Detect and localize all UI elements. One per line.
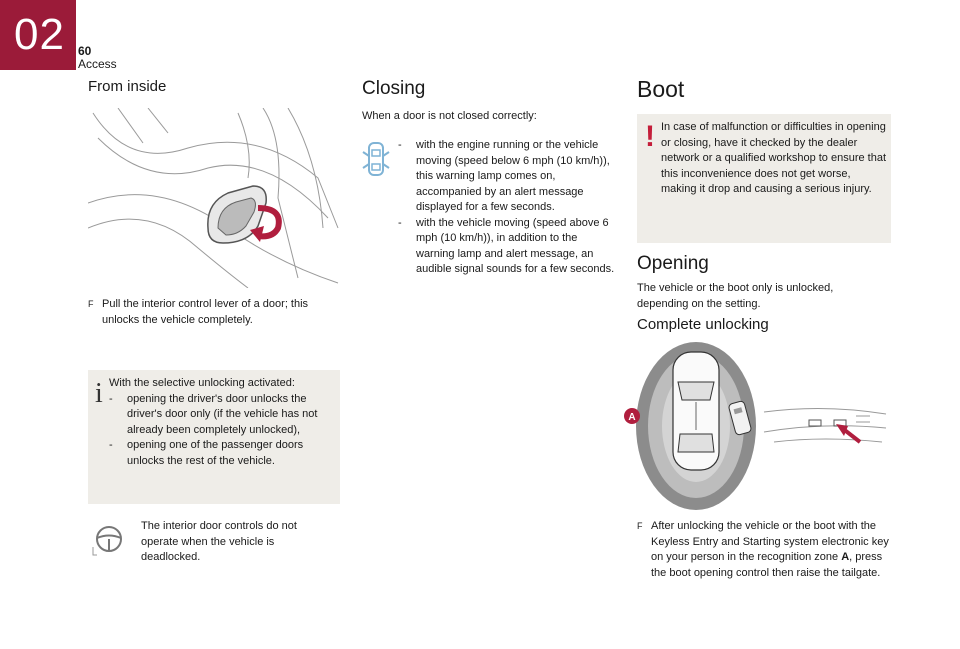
svg-text:A: A — [628, 412, 636, 423]
step-boot-opening — [637, 519, 891, 581]
step-text: After unlocking the vehicle or the boot with the Keyless Entry and Starting system electronic key on your person in the recognition zone A, press the boot opening control then raise the tailgate. — [651, 520, 889, 579]
section-name: Access — [78, 57, 117, 71]
door-open-warning-lamp-icon — [362, 140, 390, 180]
car-top-view — [673, 352, 719, 470]
closing-item: - with the vehicle moving (speed above 6 mph (10 km/h)), in addition to the warning lamp and alert message, an audible signal sounds for a few seconds. — [398, 216, 615, 275]
heading-complete-unlocking: Complete unlocking — [637, 316, 769, 333]
steering-wheel-icon — [88, 520, 130, 562]
step-marker: F — [88, 299, 94, 309]
heading-closing: Closing — [362, 78, 426, 99]
step-pull-lever — [88, 297, 340, 328]
note-intro: With the selective unlocking activated: — [109, 377, 295, 389]
warning-text: In case of malfunction or difficulties in opening or closing, have it checked by the dealer network or a qualified workshop to ensure that this inconvenience does not get worse, making it drop and causing a serious injury. — [661, 121, 887, 195]
closing-list — [398, 138, 616, 278]
note-item: - opening the driver's door unlocks the driver's door only (if the vehicle has not already been completely unlocked), — [109, 392, 318, 436]
opening-text: The vehicle or the boot only is unlocked, depending on the setting. — [637, 282, 834, 310]
step-text: Pull the interior control lever of a door; this unlocks the vehicle completely. — [102, 298, 309, 326]
info-icon: i — [95, 378, 103, 409]
heading-boot: Boot — [637, 76, 685, 102]
tailgate-illustration — [764, 408, 886, 442]
step-marker: F — [637, 521, 643, 531]
deadlock-note: The interior door controls do not operate when the vehicle is deadlocked. — [141, 520, 297, 563]
page-number: 60 — [78, 44, 92, 58]
heading-opening: Opening — [637, 253, 709, 274]
info-note-content — [109, 376, 337, 469]
closing-intro: When a door is not closed correctly: — [362, 110, 537, 122]
zone-a-marker — [624, 408, 640, 424]
door-interior-illustration — [88, 108, 340, 288]
recognition-zone-illustration — [624, 342, 894, 514]
note-item: - opening one of the passenger doors unlocks the rest of the vehicle. — [109, 439, 304, 467]
closing-item: - with the engine running or the vehicle moving (speed below 6 mph (10 km/h)), this warning lamp comes on, accompanied by an alert message displayed for a few seconds. — [398, 139, 610, 213]
chapter-number: 02 — [14, 10, 65, 59]
heading-from-inside: From inside — [88, 78, 167, 95]
warning-exclamation-icon: ! — [645, 120, 655, 153]
